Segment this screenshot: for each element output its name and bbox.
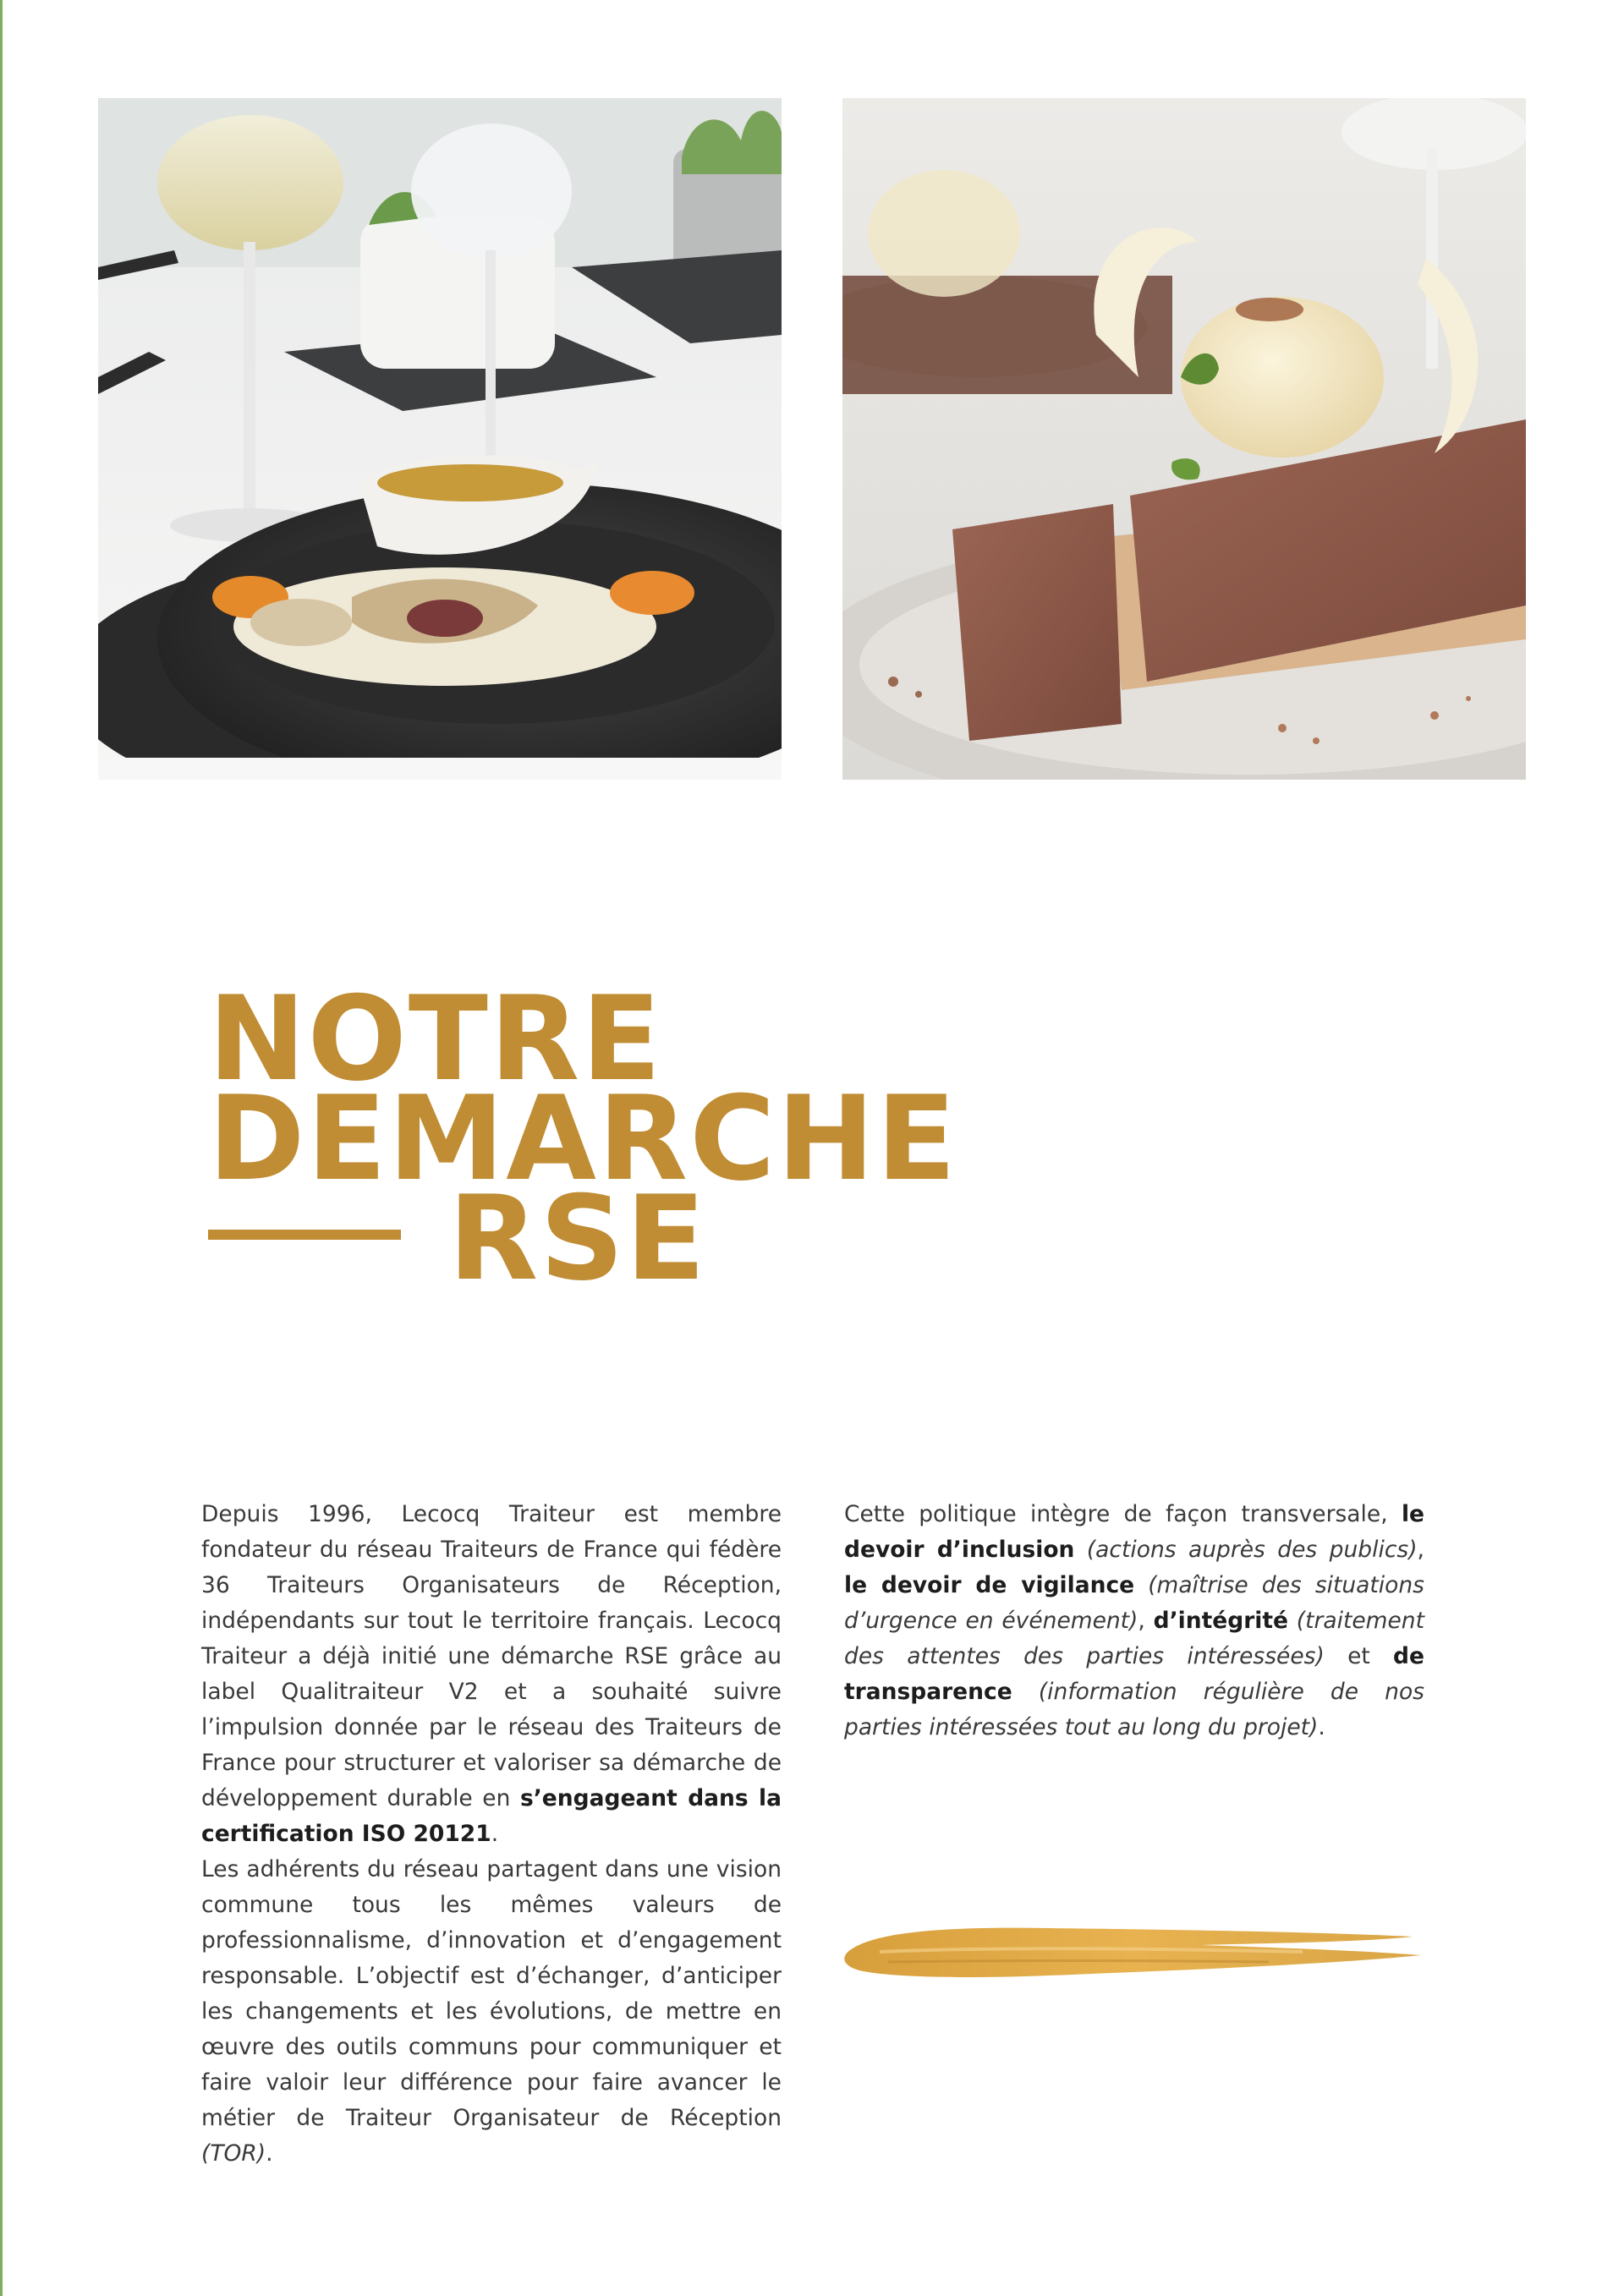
bold-run: le devoir d’inclusion [844, 1501, 1424, 1563]
left-text-column [201, 1497, 782, 2172]
text-run: , [1138, 1608, 1154, 1634]
bold-run: de transparence [844, 1643, 1424, 1705]
italic-run: (maîtrise des situations d’urgence en événement) [844, 1572, 1424, 1634]
left-paragraph-2 [201, 1852, 782, 2172]
text-run: , [1417, 1537, 1424, 1563]
title-dash-rule [208, 1230, 401, 1240]
photo-chocolate-dessert [842, 98, 1526, 780]
title-line-3-text: RSE [448, 1170, 707, 1307]
text-run: . [1318, 1714, 1325, 1740]
bold-run: d’intégrité [1153, 1608, 1288, 1634]
right-text-column [844, 1497, 1424, 1745]
italic-run: (information régulière de nos parties intéressées tout au long du projet) [844, 1679, 1424, 1740]
right-paragraph [844, 1497, 1424, 1745]
italic-run: (actions auprès des publics) [1074, 1537, 1418, 1563]
text-run: et [1324, 1643, 1394, 1669]
text-run: . [491, 1821, 499, 1847]
bold-run: s’engageant dans la certification ISO 20121 [201, 1785, 782, 1847]
title-line-2: DEMARCHE [208, 1071, 958, 1207]
gold-brush-stroke [829, 1893, 1472, 2011]
title-line-1: NOTRE [208, 971, 663, 1107]
text-run: Les adhérents du réseau partagent dans une vision commune tous les mêmes valeurs de professionnalisme, d’innovation et d’engagement responsable. L’objectif est d’échanger, d’anticiper les changements et les évolutions, de mettre en œuvre des outils communs pour communiquer et faire valoir leur différence pour faire avancer le métier de Traiteur Organisateur de Réception [201, 1856, 782, 2131]
section-title [208, 971, 958, 1307]
bold-run: le devoir de vigilance [844, 1572, 1135, 1598]
text-run: Cette politique intègre de façon transversale, [844, 1501, 1402, 1527]
text-run: Depuis 1996, Lecocq Traiteur est membre fondateur du réseau Traiteurs de France qui fédère 36 Traiteurs Organisateurs de Réception, indépendants sur tout le territoire français. Lecocq Traiteur a déjà initié une démarche RSE grâce au label Qualitraiteur V2 et a souhaité suivre l’impulsion donnée par le réseau des Traiteurs de France pour structurer et valoriser sa démarche de développement durable en [201, 1501, 782, 1811]
left-paragraph-1 [201, 1497, 782, 1852]
italic-run: (TOR) [201, 2140, 266, 2167]
photo-plated-dish [98, 98, 782, 780]
italic-run: (traitement des attentes des parties intéressées) [844, 1608, 1424, 1669]
text-run: . [266, 2140, 273, 2167]
page-edge-line [0, 0, 3, 2296]
